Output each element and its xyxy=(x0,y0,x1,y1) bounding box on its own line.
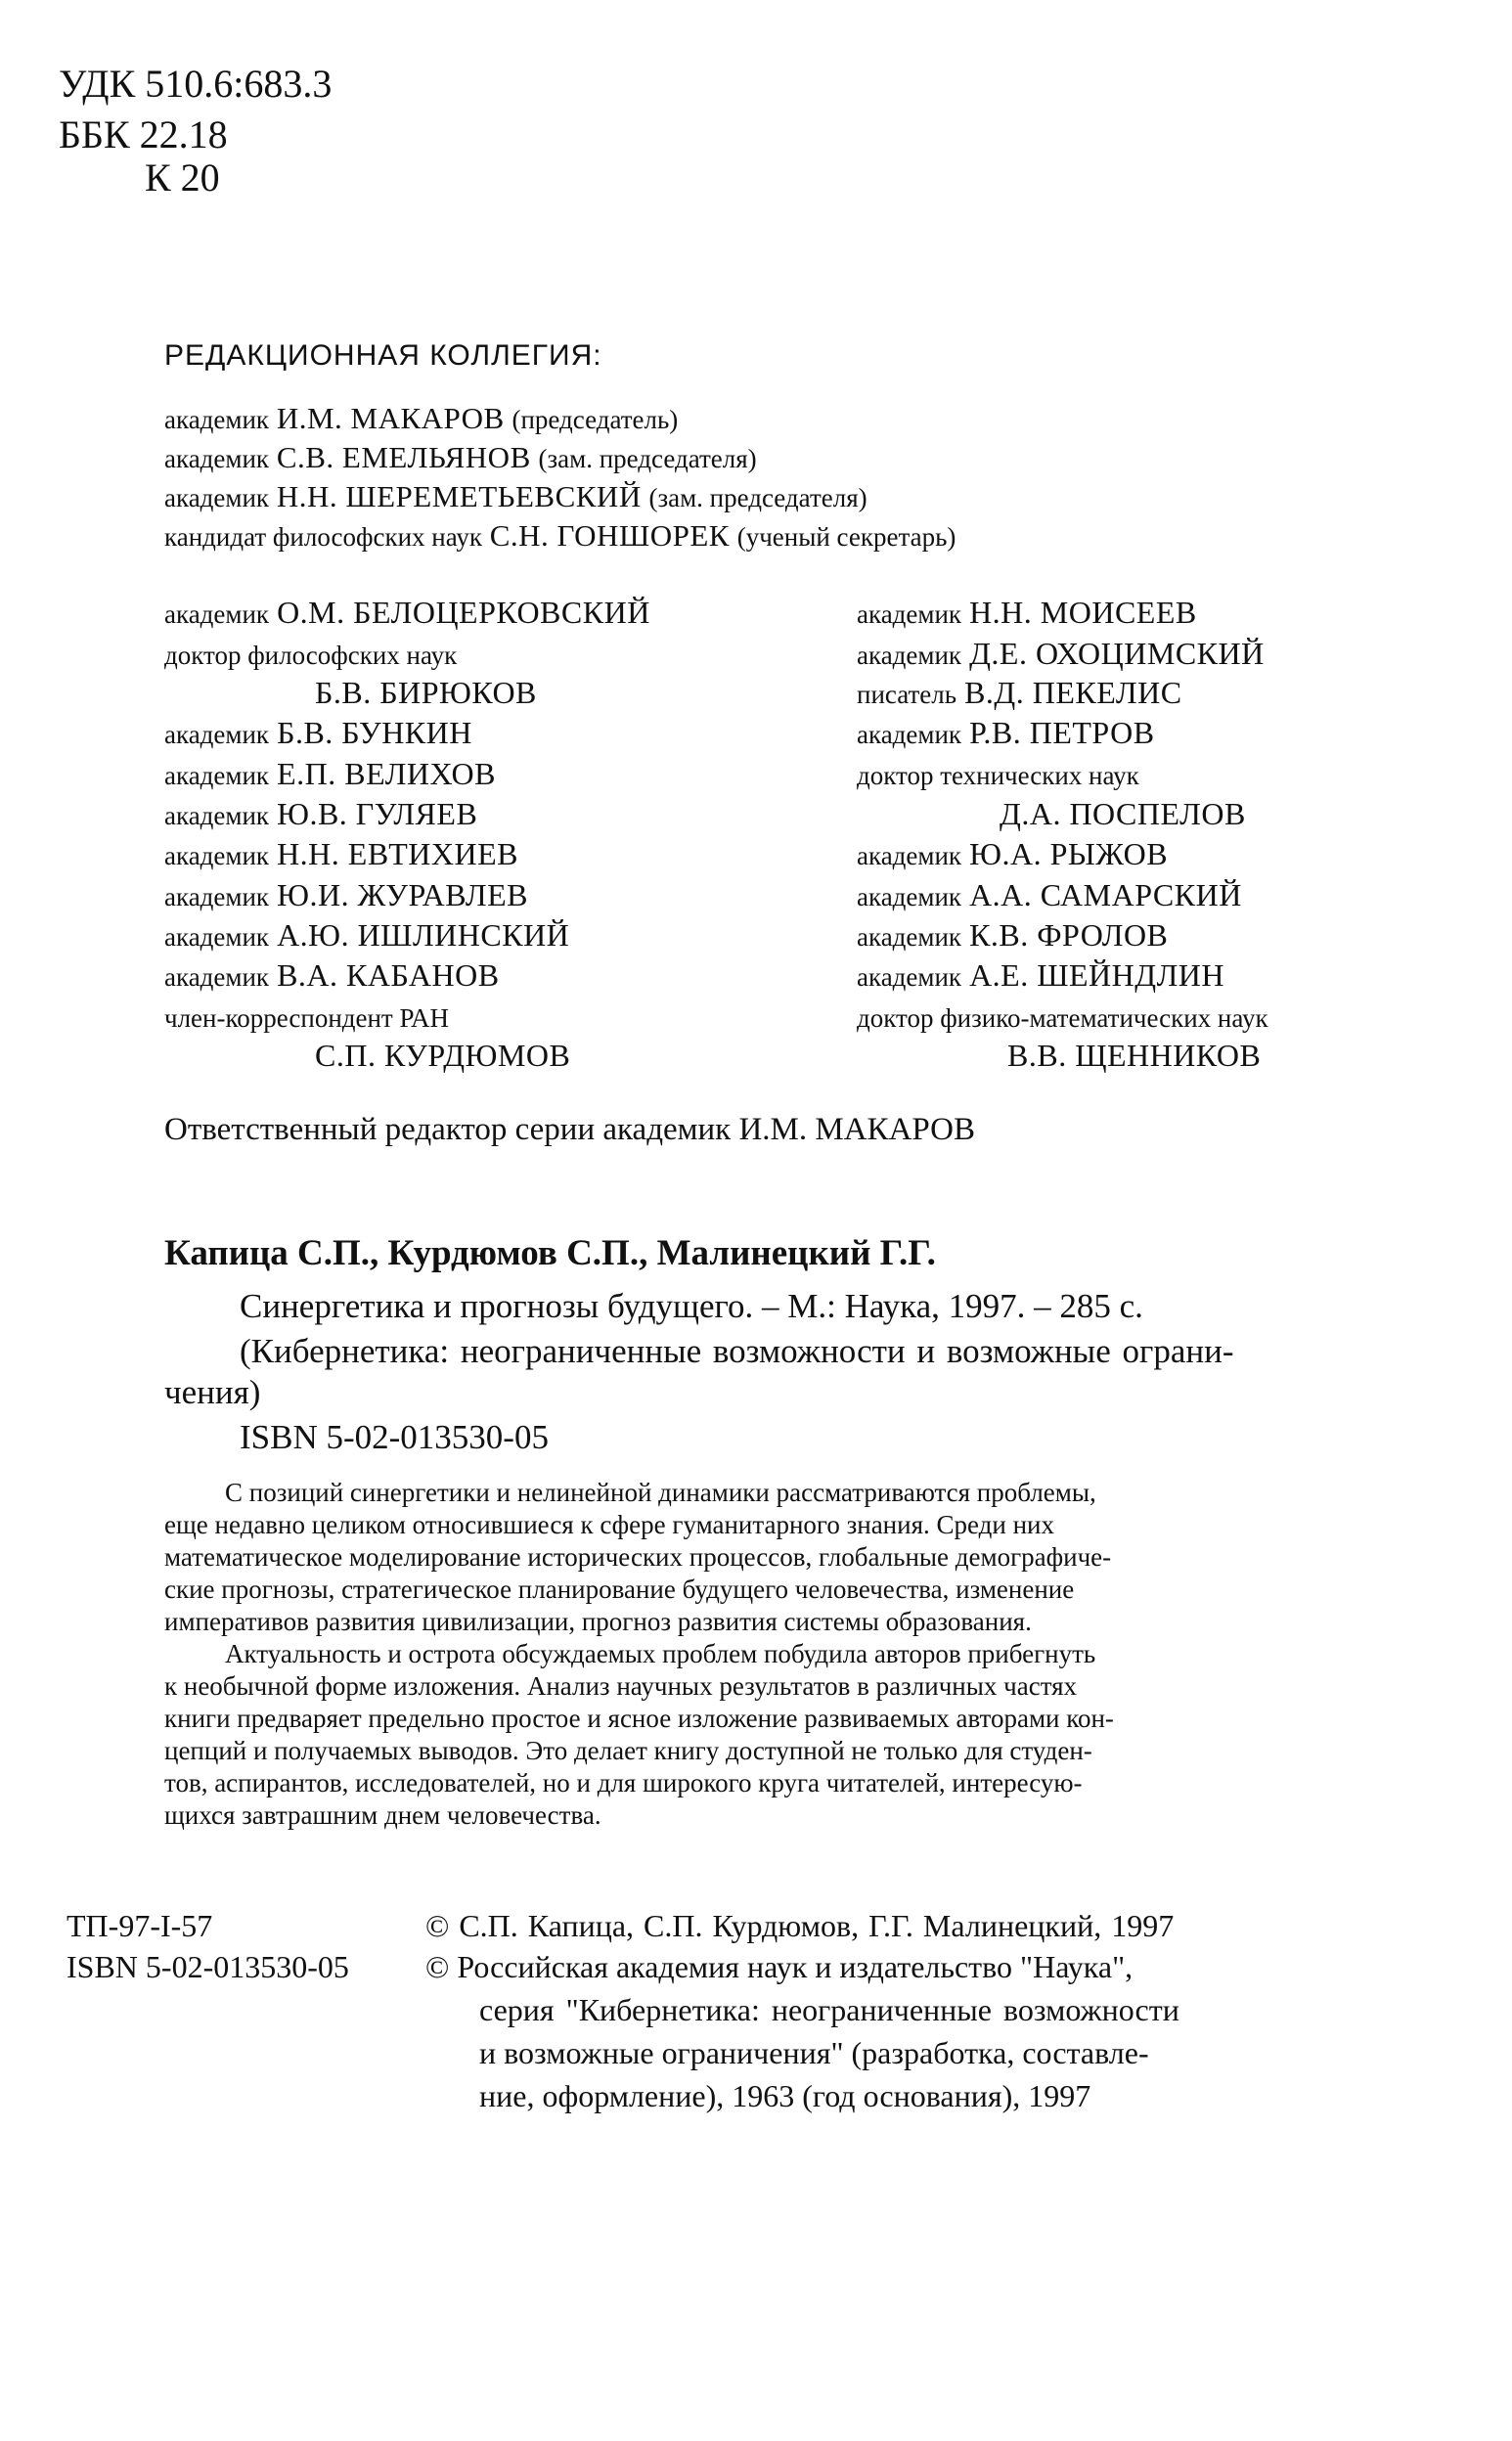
chief-name: Н.Н. ШЕРЕМЕТЬЕВСКИЙ xyxy=(276,479,642,513)
board-member-left xyxy=(164,917,569,954)
member-rank: академик xyxy=(164,801,270,830)
chief-role: (зам. председателя) xyxy=(538,444,757,473)
board-member-left xyxy=(164,796,477,832)
member-name: К.В. ФРОЛОВ xyxy=(969,917,1169,953)
board-member-left xyxy=(164,877,528,913)
chief-role: (ученый секретарь) xyxy=(736,522,956,552)
member-rank: академик xyxy=(164,922,270,952)
member-rank: академик xyxy=(857,599,962,629)
chief-role: (зам. председателя) xyxy=(648,483,867,512)
annotation-line: Актуальность и острота обсуждаемых проблем побудила авторов прибегнуть xyxy=(225,1639,1096,1668)
member-rank: академик xyxy=(857,841,962,870)
member-name: В.Д. ПЕКЕЛИС xyxy=(964,675,1182,710)
member-rank: доктор физико-математических наук xyxy=(857,1003,1268,1033)
editorial-board-heading: РЕДАКЦИОННАЯ КОЛЛЕГИЯ: xyxy=(164,339,602,372)
member-name: Б.В. БИРЮКОВ xyxy=(315,675,537,710)
board-member-left xyxy=(164,999,449,1035)
series-editor: Ответственный редактор серии академик И.М. МАКАРОВ xyxy=(164,1112,975,1147)
chief-name: С.Н. ГОНШОРЕК xyxy=(489,518,730,553)
board-member-right xyxy=(857,917,1168,954)
member-name: В.В. ЩЕННИКОВ xyxy=(1007,1038,1262,1073)
member-rank: академик xyxy=(857,962,962,992)
member-rank: академик xyxy=(857,922,962,952)
board-chief-row xyxy=(164,401,678,436)
udk-code: УДК 510.6:683.3 xyxy=(59,62,333,106)
board-member-right xyxy=(1007,1038,1261,1074)
annotation-line: С позиций синергетики и нелинейной динамики рассматриваются проблемы, xyxy=(225,1478,1096,1507)
annotation-line: еще недавно целиком относившиеся к сфере гуманитарного знания. Среди них xyxy=(164,1510,1054,1539)
board-member-left xyxy=(315,675,537,711)
member-rank: академик xyxy=(164,761,270,790)
annotation-line: книги предваряет предельно простое и ясное изложение развиваемых авторами кон- xyxy=(164,1704,1114,1733)
copyright-line: и возможные ограничения" (разработка, составле- xyxy=(479,2035,1149,2070)
member-rank: академик xyxy=(857,720,962,749)
member-name: А.Ю. ИШЛИНСКИЙ xyxy=(277,917,570,953)
copyright-line: ние, оформление), 1963 (год основания), 1997 xyxy=(479,2078,1091,2113)
member-rank: академик xyxy=(164,962,270,992)
annotation-line: цепций и получаемых выводов. Это делает книгу доступной не только для студен- xyxy=(164,1736,1092,1765)
board-member-left xyxy=(164,957,500,994)
board-member-right xyxy=(857,957,1224,994)
board-member-right xyxy=(857,595,1197,631)
member-name: Ю.И. ЖУРАВЛЕВ xyxy=(277,877,528,912)
member-name: Ю.В. ГУЛЯЕВ xyxy=(277,796,478,831)
board-chief-row xyxy=(164,518,956,554)
board-member-left xyxy=(164,715,472,751)
chief-rank: академик xyxy=(164,444,270,473)
board-member-left xyxy=(164,595,650,631)
board-member-right xyxy=(1000,796,1246,832)
imprint-isbn: ISBN 5-02-013530-05 xyxy=(67,1949,349,1984)
annotation-line: тов, аспирантов, исследователей, но и для широкого круга читателей, интересую- xyxy=(164,1768,1083,1797)
book-authors: Капица С.П., Курдюмов С.П., Малинецкий Г.Г. xyxy=(164,1233,936,1273)
board-member-right xyxy=(857,715,1155,751)
member-name: О.М. БЕЛОЦЕРКОВСКИЙ xyxy=(277,595,650,630)
board-member-left xyxy=(164,836,518,872)
annotation-line: императивов развития цивилизации, прогноз развития системы образования. xyxy=(164,1607,1032,1636)
chief-name: С.В. ЕМЕЛЬЯНОВ xyxy=(276,440,531,474)
member-rank: академик xyxy=(857,882,962,911)
board-chief-row xyxy=(164,440,757,475)
chief-rank: академик xyxy=(164,405,270,434)
board-member-left xyxy=(164,756,496,792)
member-name: Н.Н. ЕВТИХИЕВ xyxy=(277,836,519,871)
member-rank: академик xyxy=(164,599,270,629)
member-name: В.А. КАБАНОВ xyxy=(277,957,500,993)
board-chief-row xyxy=(164,479,867,514)
board-member-right xyxy=(857,756,1139,792)
board-member-right xyxy=(857,999,1268,1035)
board-member-right xyxy=(857,636,1265,672)
board-member-left xyxy=(164,636,457,672)
bbk-code: ББК 22.18 xyxy=(59,112,228,156)
member-rank: академик xyxy=(164,882,270,911)
board-member-right xyxy=(857,836,1168,872)
member-name: А.А. САМАРСКИЙ xyxy=(969,877,1242,912)
member-name: С.П. КУРДЮМОВ xyxy=(315,1038,571,1073)
chief-rank: кандидат философских наук xyxy=(164,522,482,552)
copyright-line: © Российская академия наук и издательство "Наука", xyxy=(425,1949,1134,1984)
member-rank: член-корреспондент РАН xyxy=(164,1003,450,1033)
member-rank: писатель xyxy=(857,680,957,709)
board-member-right xyxy=(857,675,1182,711)
member-rank: доктор технических наук xyxy=(857,761,1139,790)
member-name: Е.П. ВЕЛИХОВ xyxy=(277,756,496,791)
member-name: Б.В. БУНКИН xyxy=(277,715,472,750)
member-name: Д.Е. ОХОЦИМСКИЙ xyxy=(969,636,1265,671)
book-isbn: ISBN 5-02-013530-05 xyxy=(240,1418,549,1456)
member-rank: академик xyxy=(164,720,270,749)
annotation-line: ские прогнозы, стратегическое планирование будущего человечества, изменение xyxy=(164,1575,1075,1604)
annotation-line: математическое моделирование исторических процессов, глобальные демографиче- xyxy=(164,1542,1112,1572)
member-name: Ю.А. РЫЖОВ xyxy=(969,836,1169,871)
member-name: Д.А. ПОСПЕЛОВ xyxy=(1000,796,1246,831)
chief-role: (председатель) xyxy=(511,405,679,434)
annotation-line: щихся завтрашним днем человечества. xyxy=(164,1800,601,1830)
member-rank: доктор философских наук xyxy=(164,641,458,670)
author-mark: К 20 xyxy=(145,155,220,200)
chief-rank: академик xyxy=(164,483,270,512)
annotation-line: к необычной форме изложения. Анализ научных результатов в различных частях xyxy=(164,1671,1078,1701)
copyright-line: серия "Кибернетика: неограниченные возможности xyxy=(479,1992,1179,2027)
member-rank: академик xyxy=(857,641,962,670)
member-name: А.Е. ШЕЙНДЛИН xyxy=(969,957,1225,993)
copyright-line: © С.П. Капица, С.П. Курдюмов, Г.Г. Малинецкий, 1997 xyxy=(425,1908,1175,1943)
board-member-right xyxy=(857,877,1242,913)
chief-name: И.М. МАКАРОВ xyxy=(276,401,505,435)
member-rank: академик xyxy=(164,841,270,870)
member-name: Р.В. ПЕТРОВ xyxy=(969,715,1155,750)
board-member-left xyxy=(315,1038,570,1074)
member-name: Н.Н. МОИСЕЕВ xyxy=(969,595,1197,630)
tp-number: ТП-97-I-57 xyxy=(67,1908,213,1943)
book-series-line: (Кибернетика: неограниченные возможности и возможные ограни- xyxy=(240,1332,1234,1370)
book-title-line: Синергетика и прогнозы будущего. – М.: Наука, 1997. – 285 с. xyxy=(240,1287,1143,1325)
book-series-line: чения) xyxy=(164,1373,261,1411)
